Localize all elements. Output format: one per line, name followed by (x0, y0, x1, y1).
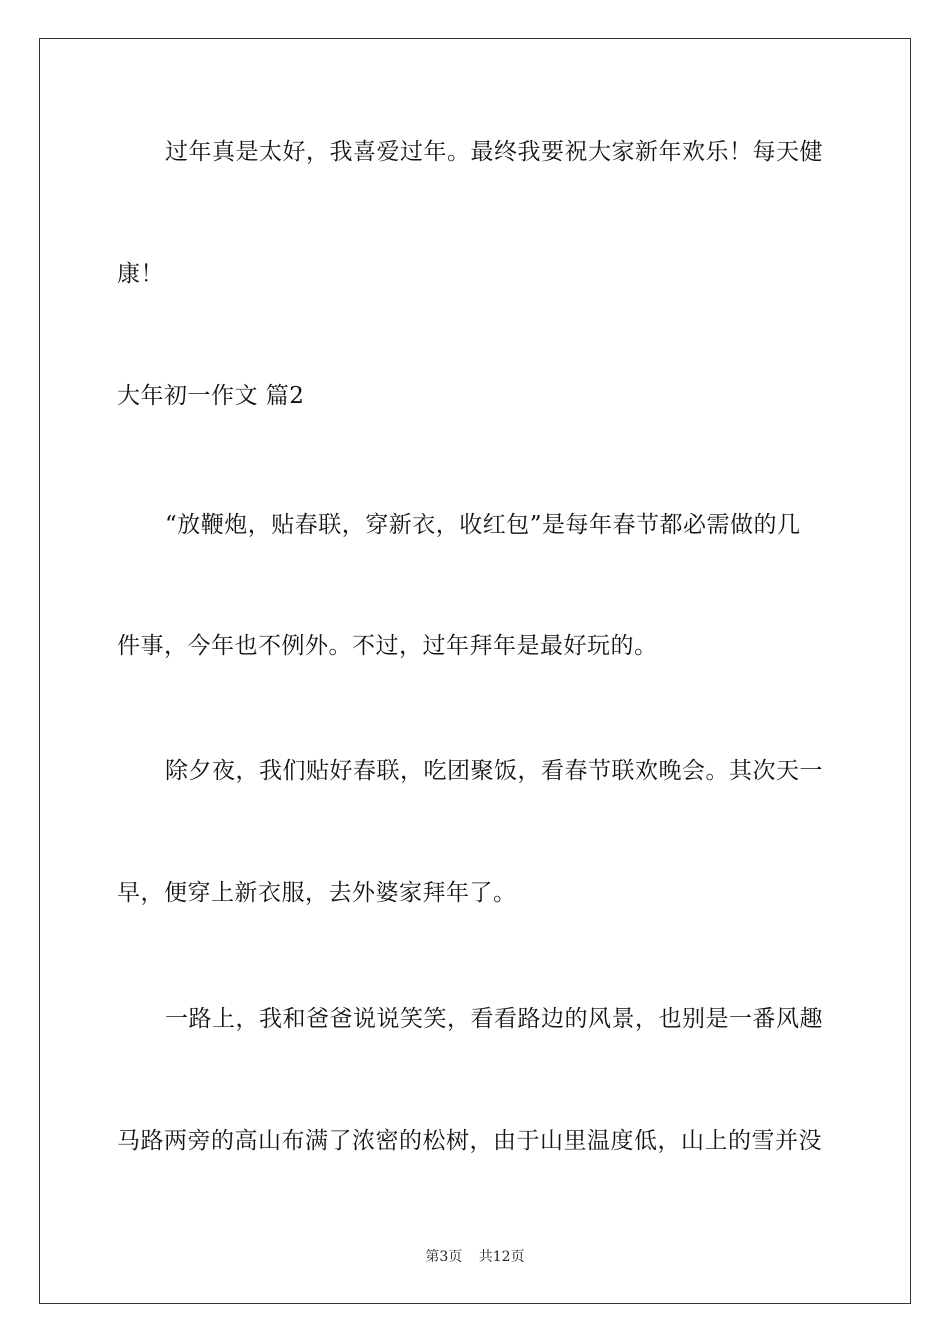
paragraph-line: 除夕夜，我们贴好春联，吃团聚饭，看春节联欢晚会。其次天一 (165, 758, 823, 784)
paragraph-line: 过年真是太好，我喜爱过年。最终我要祝大家新年欢乐！每天健 (165, 139, 823, 165)
page-number-current: 第3页 (425, 1249, 463, 1265)
paragraph-line: “放鞭炮，贴春联，穿新衣，收红包”是每年春节都必需做的几 (165, 512, 801, 538)
paragraph-line: 早，便穿上新衣服，去外婆家拜年了。 (117, 880, 517, 906)
section-heading: 大年初一作文 篇2 (117, 383, 305, 409)
paragraph-line: 康！ (117, 261, 164, 287)
page-footer (0, 1248, 950, 1266)
page-border (39, 38, 911, 1304)
paragraph-line: 马路两旁的高山布满了浓密的松树，由于山里温度低，山上的雪并没 (117, 1128, 822, 1154)
paragraph-line: 件事，今年也不例外。不过，过年拜年是最好玩的。 (117, 633, 658, 659)
page-number-total: 共12页 (478, 1249, 525, 1265)
paragraph-line: 一路上，我和爸爸说说笑笑，看看路边的风景，也别是一番风趣 (165, 1006, 823, 1032)
